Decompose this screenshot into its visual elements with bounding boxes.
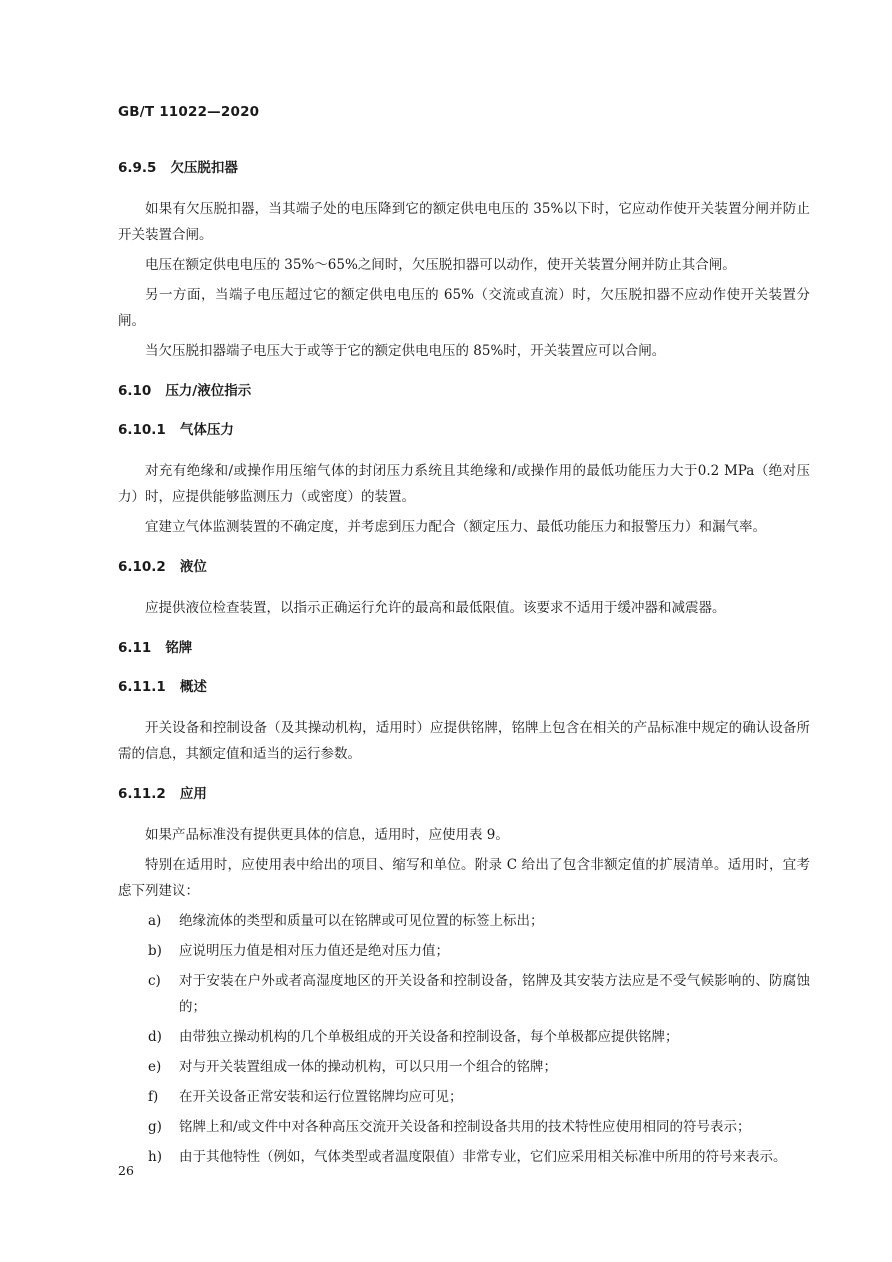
list-label: e) — [148, 1059, 162, 1075]
section-number: 6.11.1 — [118, 679, 166, 695]
list-item — [118, 1024, 810, 1050]
paragraph: 如果产品标准没有提供更具体的信息，适用时，应使用表 9。 — [145, 827, 509, 843]
paragraph: 应提供液位检查装置，以指示正确运行允许的最高和最低限值。该要求不适用于缓冲器和减震器。 — [145, 600, 726, 616]
paragraph: 开关设备和控制设备（及其操动机构，适用时）应提供铭牌，铭牌上包含在相关的产品标准中规定的确认设备所需的信息，其额定值和适当的运行参数。 — [118, 720, 810, 762]
list-item — [118, 968, 810, 1020]
list-text: 应说明压力值是相对压力值还是绝对压力值； — [179, 943, 449, 959]
list-item — [118, 938, 810, 964]
list-text: 由带独立操动机构的几个单极组成的开关设备和控制设备，每个单极都应提供铭牌； — [179, 1029, 679, 1045]
list-text: 对与开关装置组成一体的操动机构，可以只用一个组合的铭牌； — [179, 1059, 557, 1075]
section-heading-6-11-2 — [118, 783, 810, 805]
list-label: b) — [148, 943, 162, 959]
list-item — [118, 1054, 810, 1080]
standard-code: GB/T 11022—2020 — [118, 104, 260, 120]
paragraph: 特别在适用时，应使用表中给出的项目、缩写和单位。附录 C 给出了包含非额定值的扩展清单。适用时，宜考虑下列建议： — [118, 857, 810, 899]
list-label: c) — [148, 973, 161, 989]
page-number: 26 — [118, 1163, 134, 1178]
list-label: g) — [148, 1119, 162, 1135]
section-number: 6.11 — [118, 640, 152, 656]
paragraph: 对充有绝缘和/或操作用压缩气体的封闭压力系统且其绝缘和/或操作用的最低功能压力大于0.2 MPa（绝对压力）时，应提供能够监测压力（或密度）的装置。 — [118, 463, 810, 505]
list-item — [118, 1144, 810, 1170]
section-heading-6-11 — [118, 637, 810, 659]
list-label: f) — [148, 1089, 159, 1105]
section-title: 欠压脱扣器 — [170, 160, 238, 176]
list-label: a) — [148, 913, 162, 929]
section-heading-6-9-5 — [118, 157, 810, 179]
list-label: d) — [148, 1029, 162, 1045]
list-item — [118, 1114, 810, 1140]
paragraph: 当欠压脱扣器端子电压大于或等于它的额定供电电压的 85%时，开关装置应可以合闸。 — [145, 343, 666, 359]
list-text: 铭牌上和/或文件中对各种高压交流开关设备和控制设备共用的技术特性应使用相同的符号表示； — [179, 1119, 751, 1135]
section-title: 应用 — [179, 786, 207, 802]
section-title: 压力/液位指示 — [165, 383, 252, 399]
list-item — [118, 1084, 810, 1110]
paragraph: 电压在额定供电电压的 35%～65%之间时，欠压脱扣器可以动作，使开关装置分闸并防止其合闸。 — [145, 257, 736, 273]
recommendation-list — [118, 908, 810, 1170]
list-item — [118, 908, 810, 934]
section-title: 气体压力 — [179, 422, 234, 438]
paragraph: 如果有欠压脱扣器，当其端子处的电压降到它的额定供电电压的 35%以下时，它应动作使开关装置分闸并防止开关装置合闸。 — [118, 201, 810, 243]
section-title: 概述 — [179, 679, 207, 695]
section-heading-6-10-2 — [118, 556, 810, 578]
section-heading-6-10 — [118, 380, 810, 402]
section-number: 6.9.5 — [118, 160, 157, 176]
list-text: 在开关设备正常安装和运行位置铭牌均应可见； — [179, 1089, 463, 1105]
section-heading-6-10-1 — [118, 419, 810, 441]
section-number: 6.10 — [118, 383, 152, 399]
document-body — [118, 157, 810, 1174]
list-text: 由于其他特性（例如，气体类型或者温度限值）非常专业，它们应采用相关标准中所用的符号来表示。 — [179, 1149, 787, 1165]
section-number: 6.10.1 — [118, 422, 166, 438]
paragraph: 另一方面，当端子电压超过它的额定供电电压的 65%（交流或直流）时，欠压脱扣器不应动作使开关装置分闸。 — [118, 287, 810, 329]
paragraph: 宜建立气体监测装置的不确定度，并考虑到压力配合（额定压力、最低功能压力和报警压力）和漏气率。 — [145, 519, 766, 535]
section-heading-6-11-1 — [118, 676, 810, 698]
section-title: 液位 — [179, 559, 207, 575]
section-number: 6.10.2 — [118, 559, 166, 575]
list-text: 绝缘流体的类型和质量可以在铭牌或可见位置的标签上标出； — [179, 913, 544, 929]
list-text: 对于安装在户外或者高湿度地区的开关设备和控制设备，铭牌及其安装方法应是不受气候影响的、防腐蚀的； — [179, 973, 810, 1015]
section-title: 铭牌 — [165, 640, 193, 656]
section-number: 6.11.2 — [118, 786, 166, 802]
list-label: h) — [148, 1149, 162, 1165]
